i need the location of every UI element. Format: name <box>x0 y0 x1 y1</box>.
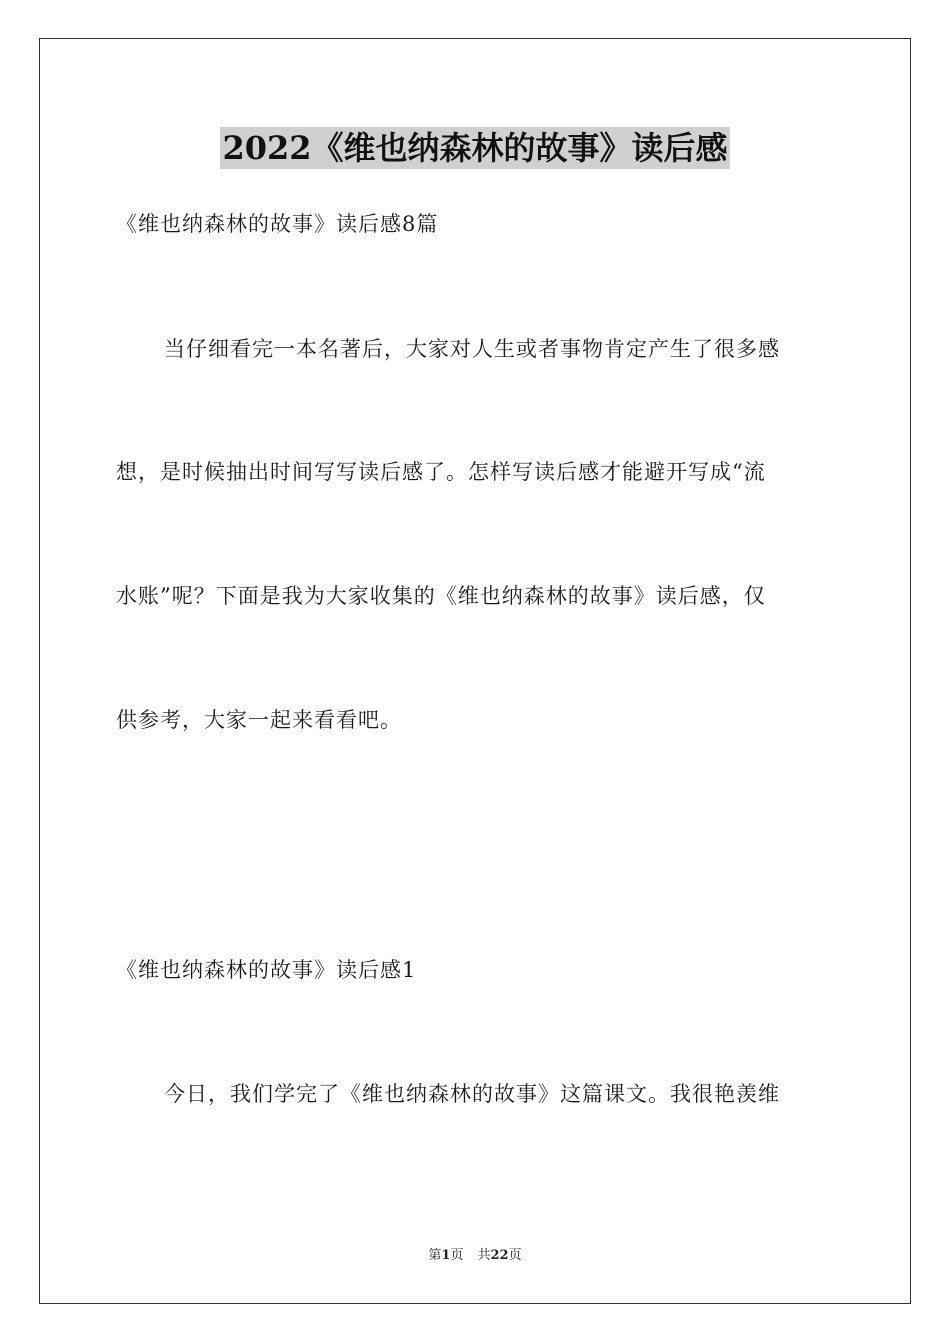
document-subtitle: 《维也纳森林的故事》读后感8篇 <box>116 212 439 236</box>
section-heading: 《维也纳森林的故事》读后感1 <box>116 958 417 982</box>
document-title: 2022《维也纳森林的故事》读后感 <box>222 129 728 167</box>
footer-page-suffix: 页 <box>450 1248 464 1263</box>
page-footer <box>0 1247 950 1265</box>
footer-page-number: 1 <box>441 1248 451 1263</box>
intro-line-2: 想，是时候抽出时间写写读后感了。怎样写读后感才能避开写成“流 <box>116 460 766 484</box>
title-container <box>0 127 950 169</box>
footer-total-suffix: 页 <box>508 1248 522 1263</box>
footer-total-pages: 22 <box>490 1248 509 1263</box>
intro-line-4: 供参考，大家一起来看看吧。 <box>116 708 402 732</box>
footer-page-prefix: 第 <box>428 1248 442 1263</box>
section-line-1: 今日，我们学完了《维也纳森林的故事》这篇课文。我很艳羡维 <box>164 1082 780 1106</box>
footer-total-prefix: 共 <box>477 1248 491 1263</box>
intro-line-3: 水账”呢？下面是我为大家收集的《维也纳森林的故事》读后感，仅 <box>116 584 766 608</box>
intro-line-1: 当仔细看完一本名著后，大家对人生或者事物肯定产生了很多感 <box>164 337 780 361</box>
